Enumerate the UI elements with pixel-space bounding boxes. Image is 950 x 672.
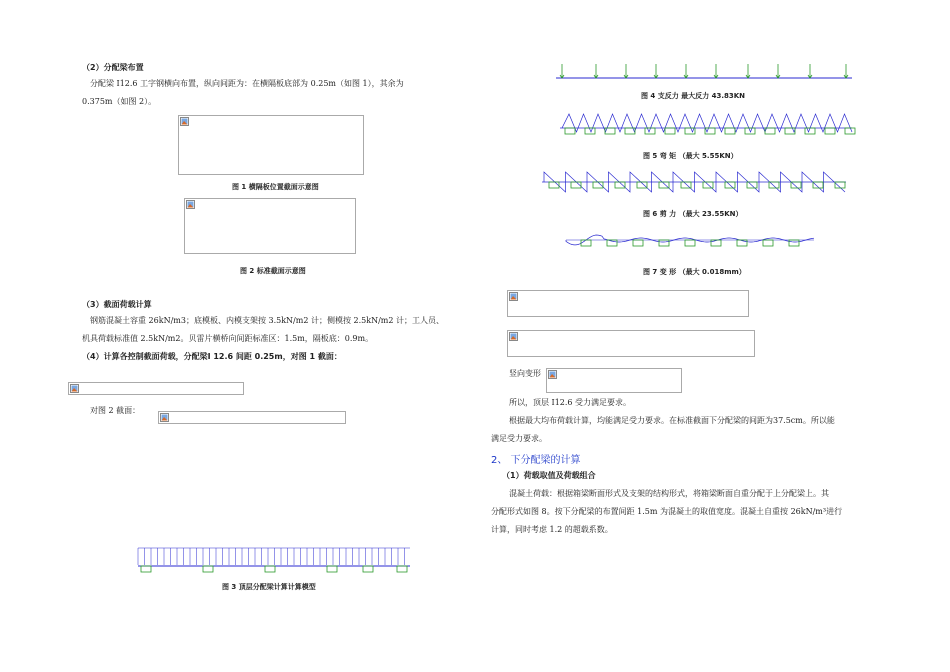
figure4-caption: 图 4 支反力 最大反力 43.83KN [641,92,746,100]
broken-image-icon [70,384,79,393]
paragraph-uniform-load-line2: 满足受力要求。 [491,434,547,443]
figure6-caption: 图 6 剪 力 （最大 23.55KN） [643,210,743,218]
support-mark [581,240,591,246]
paragraph-conclusion-top: 所以，顶层 I12.6 受力满足要求。 [509,398,632,407]
figure3-caption: 图 3 顶层分配梁计算计算模型 [222,583,316,591]
figure1-placeholder [178,115,364,175]
broken-image-icon [509,292,518,301]
support-mark [141,566,151,572]
support-mark [725,128,735,134]
support-mark [789,240,799,246]
figure2-placeholder [184,198,356,254]
support-mark [685,240,695,246]
support-mark [203,566,213,572]
broken-image-icon [509,332,518,341]
formula1-placeholder [68,382,244,395]
support-mark [593,182,603,188]
support-mark [327,566,337,572]
formula3-placeholder [507,290,749,317]
vertical-deformation-label: 竖向变形 [509,369,541,378]
figure4-reaction-diagram [552,60,858,84]
paragraph-concrete-line3: 计算，同时考虑 1.2 的超载系数。 [491,525,613,534]
paragraph-uniform-load-line1: 根据最大均布荷载计算，均能满足受力要求。在标准截面下分配梁的间距为37.5cm。所以能 [509,416,835,425]
broken-image-icon [180,117,189,126]
figure3-calc-model-diagram [130,540,420,576]
paragraph-concrete-line2: 分配形式如图 8。按下分配梁的布置间距 1.5m 为混凝土的取值宽度。混凝土自重按 26kN/m³进行 [491,507,843,516]
support-mark [265,566,275,572]
support-mark [763,240,773,246]
moment-curve [562,114,852,132]
broken-image-icon [548,370,557,379]
paragraph-load-line1: 钢筋混凝土容重 26kN/m3；底模板、内模支架按 3.5kN/m2 计；侧模按 2.5kN/m2 计；工人员、 [90,316,444,325]
support-mark [633,240,643,246]
heading-load-calc: （3）截面荷载计算 [82,300,152,309]
heading-layout: （2）分配梁布置 [82,63,144,72]
support-mark [565,128,575,134]
support-mark [397,566,407,572]
heading-control-section: （4）计算各控制截面荷载，分配梁Ⅰ 12.6 间距 0.25m，对图 1 截面： [82,352,342,361]
figure6-shear-diagram [540,164,850,198]
support-mark [711,240,721,246]
support-mark [363,566,373,572]
figure2-caption: 图 2 标准截面示意图 [240,267,306,275]
paragraph-layout-line2: 0.375m（如图 2）。 [82,97,157,106]
paragraph-layout-line1: 分配梁 I12.6 工字钢横向布置，纵向间距为：在横隔板底部为 0.25m（如图 1），其余为 [90,79,404,88]
figure5-caption: 图 5 弯 矩 （最大 5.55KN） [643,152,738,160]
paragraph-load-line2: 机具荷载标准值 2.5kN/m2。贝雷片横桥向间距标准区：1.5m，隔板底：0.9m。 [82,334,374,343]
formula2-placeholder [158,411,346,424]
formula4-placeholder [507,330,755,357]
figure2-section-label: 对图 2 截面： [90,406,141,415]
support-mark [665,128,675,134]
broken-image-icon [160,413,169,422]
figure7-deformation-diagram [564,226,818,254]
formula5-placeholder [546,368,682,393]
paragraph-concrete-line1: 混凝土荷载：根据箱梁断面形式及支架的结构形式，将箱梁断面自重分配于上分配梁上。其 [509,489,829,498]
support-mark [659,240,669,246]
broken-image-icon [186,200,195,209]
support-mark [845,128,855,134]
figure1-caption: 图 1 横隔板位置截面示意图 [232,183,319,191]
figure5-moment-diagram [556,108,856,142]
support-mark [747,182,757,188]
figure7-caption: 图 7 变 形 （最大 0.018mm） [643,268,746,276]
section-heading-lower-beam: 2、 下分配梁的计算 [491,455,581,466]
support-mark [825,128,835,134]
heading-load-combination: （1）荷载取值及荷载组合 [502,471,596,480]
